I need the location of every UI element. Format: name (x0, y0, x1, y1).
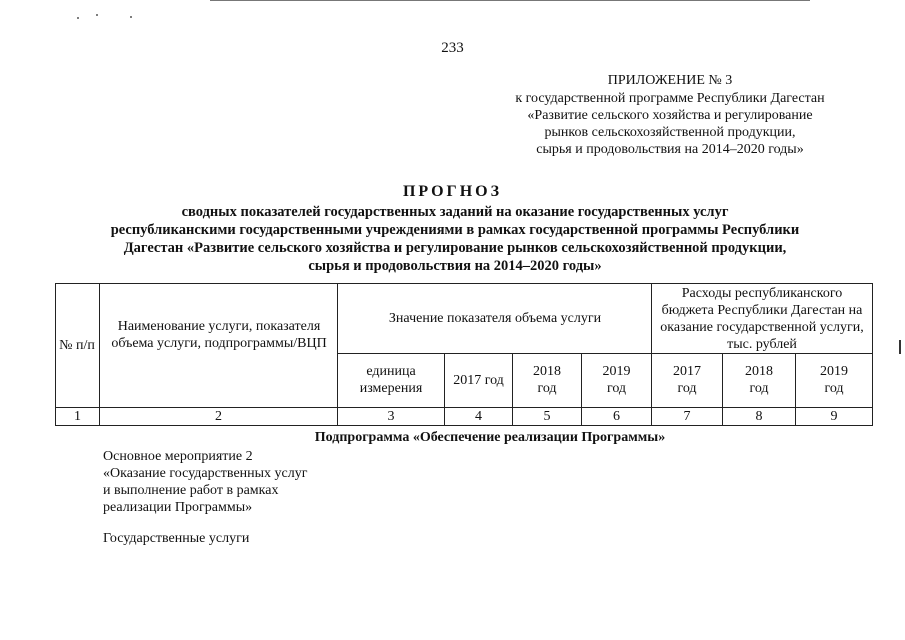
services-label: Государственные услуги (103, 531, 250, 546)
subtitle-line: сырья и продовольствия на 2014–2020 годы» (308, 258, 602, 274)
subtitle-line: республиканскими государственными учреждениями в рамках государственной программы Республики (110, 222, 800, 238)
appendix-line: рынков сельскохозяйственной продукции, (544, 125, 796, 140)
main-measure-line: реализации Программы» (103, 500, 253, 515)
page-number: 233 (441, 40, 464, 56)
main-measure-line: и выполнение работ в рамках (103, 483, 279, 498)
column-number: 8 (755, 409, 763, 424)
header-unit: единица измерения (359, 364, 423, 396)
column-number: 3 (387, 409, 395, 424)
main-measure-line: «Оказание государственных услуг (103, 466, 308, 481)
header-volume-2017: 2017 год (453, 372, 504, 388)
appendix-line: «Развитие сельского хозяйства и регулирование (527, 108, 813, 123)
appendix-line: сырья и продовольствия на 2014–2020 годы» (536, 142, 804, 157)
table-border-right (872, 283, 873, 426)
table-border-bottom (55, 425, 873, 426)
header-volume-group: Значение показателя объема услуги (388, 310, 602, 326)
header-expense-2019: 2019 год (820, 364, 848, 396)
header-expense-2018: 2018 год (745, 364, 773, 396)
column-number: 7 (683, 409, 691, 424)
header-expense-group: Расходы республиканского бюджета Республики Дагестан на оказание государственной услуги, тыс. рублей (660, 286, 864, 352)
column-number: 4 (475, 409, 482, 424)
header-volume-2019: 2019 год (602, 364, 631, 396)
header-volume-2018: 2018 год (533, 364, 561, 396)
subprogram-heading: Подпрограмма «Обеспечение реализации Программы» (314, 430, 666, 445)
appendix-title: ПРИЛОЖЕНИЕ № 3 (607, 73, 733, 88)
column-number: 1 (74, 409, 81, 424)
document-title: ПРОГНОЗ (402, 183, 503, 200)
subtitle-line: Дагестан «Развитие сельского хозяйства и регулирование рынков сельскохозяйственной продукции, (123, 240, 787, 256)
header-name: Наименование услуги, показателя объема услуги, подпрограммы/ВЦП (111, 319, 327, 351)
subtitle-line: сводных показателей государственных заданий на оказание государственных услуг (181, 204, 729, 220)
main-measure-line: Основное мероприятие 2 (103, 449, 253, 464)
column-number: 6 (613, 409, 620, 424)
column-number: 5 (543, 409, 551, 424)
column-number: 2 (215, 409, 222, 424)
appendix-line: к государственной программе Республики Дагестан (515, 91, 825, 106)
table-border-left (55, 283, 56, 426)
header-num: № п/п (59, 337, 95, 353)
column-number: 9 (830, 409, 838, 424)
header-expense-2017: 2017 год (673, 364, 701, 396)
main-measure (103, 448, 383, 516)
table-col-rule (99, 283, 100, 426)
